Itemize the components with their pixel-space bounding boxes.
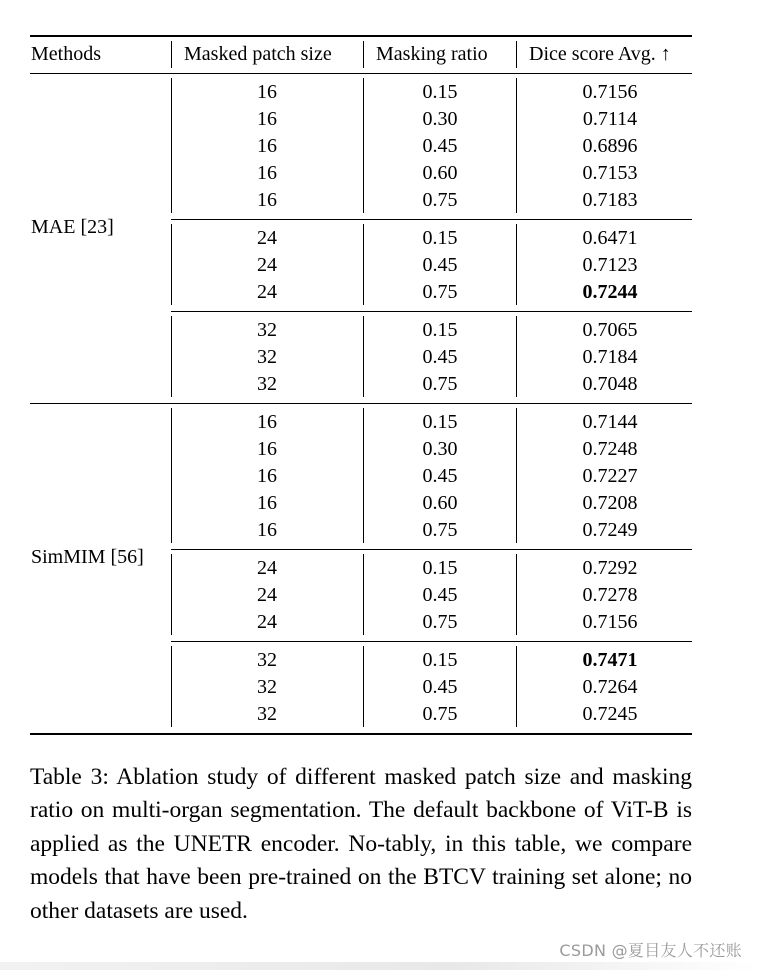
column-separator	[516, 224, 517, 305]
cell-patch-size: 16	[257, 492, 277, 514]
cell-masking-ratio: 0.30	[422, 438, 458, 460]
cell-patch-size: 16	[257, 135, 277, 157]
header-dice-score: Dice score Avg. ↑	[529, 43, 671, 65]
cell-patch-size: 16	[257, 162, 277, 184]
block-rule	[171, 549, 692, 550]
cell-patch-size: 24	[257, 557, 277, 579]
header-methods: Methods	[31, 43, 101, 65]
cell-masking-ratio: 0.45	[422, 346, 458, 368]
cell-patch-size: 16	[257, 438, 277, 460]
cell-masking-ratio: 0.60	[422, 162, 458, 184]
cell-patch-size: 32	[257, 703, 277, 725]
block-rule	[171, 641, 692, 642]
cell-dice-score: 0.7114	[582, 108, 638, 130]
column-separator	[171, 78, 172, 213]
cell-masking-ratio: 0.15	[422, 557, 458, 579]
method-label: SimMIM [56]	[31, 546, 144, 568]
header-masking-ratio: Masking ratio	[376, 43, 488, 65]
cell-dice-score: 0.7156	[582, 611, 638, 633]
cell-patch-size: 16	[257, 189, 277, 211]
cell-dice-score: 0.7123	[582, 254, 638, 276]
cell-masking-ratio: 0.15	[422, 81, 458, 103]
cell-masking-ratio: 0.45	[422, 465, 458, 487]
column-separator	[516, 554, 517, 635]
cell-patch-size: 24	[257, 227, 277, 249]
cell-dice-score: 0.7249	[582, 519, 638, 541]
column-separator	[363, 224, 364, 305]
cell-masking-ratio: 0.75	[422, 611, 458, 633]
cell-masking-ratio: 0.45	[422, 254, 458, 276]
cell-masking-ratio: 0.45	[422, 676, 458, 698]
cell-patch-size: 32	[257, 373, 277, 395]
cell-masking-ratio: 0.75	[422, 281, 458, 303]
block-rule	[171, 311, 692, 312]
cell-dice-score: 0.7292	[582, 557, 638, 579]
cell-masking-ratio: 0.75	[422, 373, 458, 395]
cell-dice-score: 0.7048	[582, 373, 638, 395]
column-separator	[363, 646, 364, 727]
column-separator	[171, 646, 172, 727]
cell-masking-ratio: 0.45	[422, 584, 458, 606]
cell-dice-score: 0.7208	[582, 492, 638, 514]
cell-dice-score: 0.7156	[582, 81, 638, 103]
header-masked-patch-size: Masked patch size	[184, 43, 332, 65]
column-separator	[363, 408, 364, 543]
cell-dice-score: 0.7153	[582, 162, 638, 184]
cell-patch-size: 24	[257, 584, 277, 606]
table-caption: Table 3: Ablation study of different masked patch size and masking ratio on multi-organ segmentation. The default backbone of ViT-B is applied as the UNETR encoder. No-tably, in this table, we compare models that have been pre-trained on the BTCV training set alone; no other datasets are used.	[30, 764, 692, 924]
cell-patch-size: 16	[257, 465, 277, 487]
cell-dice-score: 0.7184	[582, 346, 638, 368]
cell-masking-ratio: 0.15	[422, 319, 458, 341]
cell-dice-score: 0.7264	[582, 676, 638, 698]
block-rule	[171, 219, 692, 220]
cell-dice-score: 0.7227	[582, 465, 638, 487]
cell-patch-size: 16	[257, 411, 277, 433]
column-separator	[516, 646, 517, 727]
table-bottom-rule	[30, 733, 692, 735]
cell-masking-ratio: 0.45	[422, 135, 458, 157]
table-top-rule	[30, 35, 692, 37]
cell-dice-score: 0.7065	[582, 319, 638, 341]
cell-patch-size: 32	[257, 676, 277, 698]
column-separator	[363, 316, 364, 397]
cell-dice-score: 0.7471	[582, 649, 638, 671]
group-rule	[30, 403, 692, 404]
cell-patch-size: 24	[257, 281, 277, 303]
cell-patch-size: 24	[257, 611, 277, 633]
header-column-separator	[516, 41, 517, 68]
column-separator	[363, 554, 364, 635]
cell-dice-score: 0.6896	[582, 135, 638, 157]
cell-masking-ratio: 0.30	[422, 108, 458, 130]
column-separator	[516, 316, 517, 397]
cell-dice-score: 0.7278	[582, 584, 638, 606]
column-separator	[171, 554, 172, 635]
cell-patch-size: 16	[257, 519, 277, 541]
header-column-separator	[171, 41, 172, 68]
cell-patch-size: 16	[257, 81, 277, 103]
column-separator	[171, 316, 172, 397]
cell-masking-ratio: 0.75	[422, 703, 458, 725]
csdn-watermark: CSDN @夏目友人不还账	[559, 941, 742, 960]
cell-masking-ratio: 0.75	[422, 519, 458, 541]
footer-bar	[0, 962, 758, 970]
cell-patch-size: 24	[257, 254, 277, 276]
cell-patch-size: 32	[257, 319, 277, 341]
column-separator	[171, 224, 172, 305]
cell-dice-score: 0.7183	[582, 189, 638, 211]
cell-patch-size: 32	[257, 649, 277, 671]
cell-patch-size: 32	[257, 346, 277, 368]
column-separator	[516, 408, 517, 543]
cell-dice-score: 0.6471	[582, 227, 638, 249]
header-rule	[30, 73, 692, 74]
cell-masking-ratio: 0.15	[422, 649, 458, 671]
cell-masking-ratio: 0.75	[422, 189, 458, 211]
cell-masking-ratio: 0.60	[422, 492, 458, 514]
cell-patch-size: 16	[257, 108, 277, 130]
column-separator	[171, 408, 172, 543]
header-column-separator	[363, 41, 364, 68]
cell-masking-ratio: 0.15	[422, 227, 458, 249]
cell-dice-score: 0.7244	[582, 281, 638, 303]
cell-dice-score: 0.7245	[582, 703, 638, 725]
column-separator	[516, 78, 517, 213]
column-separator	[363, 78, 364, 213]
cell-masking-ratio: 0.15	[422, 411, 458, 433]
method-label: MAE [23]	[31, 216, 114, 238]
cell-dice-score: 0.7248	[582, 438, 638, 460]
cell-dice-score: 0.7144	[582, 411, 638, 433]
